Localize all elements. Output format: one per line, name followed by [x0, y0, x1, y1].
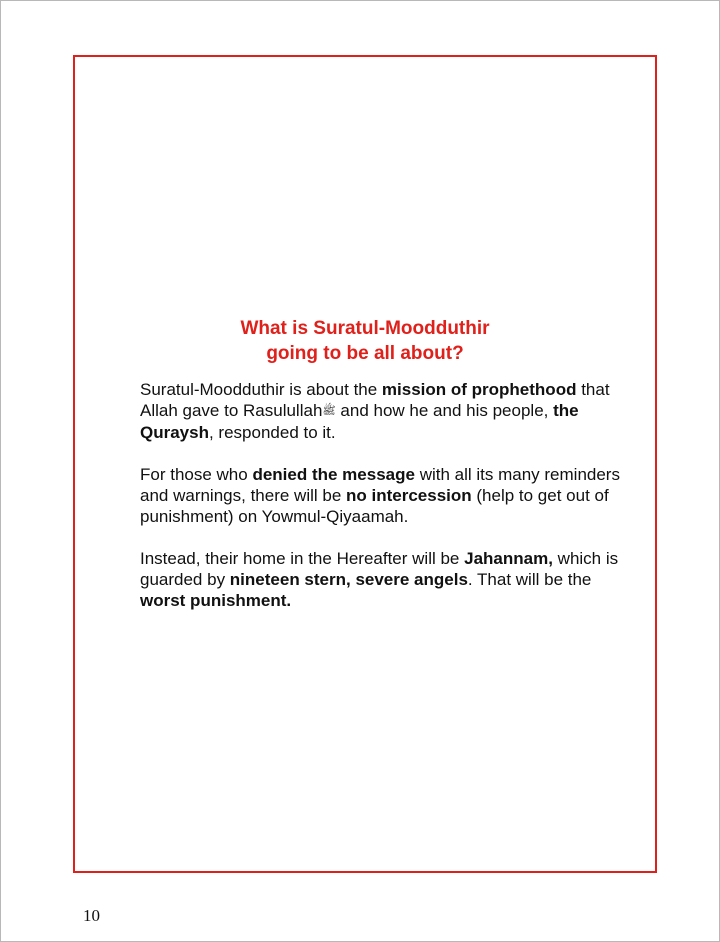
text-segment: which is guarded by [140, 549, 619, 589]
text-segment: , responded to it. [208, 423, 336, 442]
text-segment: and how he and his people, [335, 401, 554, 420]
bold-phrase: denied the message [252, 465, 415, 484]
text-segment: with all its many reminders and warnings, there will be [140, 465, 620, 505]
bold-phrase: no intercession [346, 486, 472, 505]
paragraph-2 [140, 464, 640, 527]
text-segment: that Allah gave to Rasulullah [140, 380, 610, 420]
text-segment: Suratul-Moodduthir is about the [140, 380, 382, 399]
text-segment: (help to get out of punishment) on Yowmul-Qiyaamah. [140, 486, 609, 526]
bold-phrase: Jahannam, [464, 549, 553, 568]
text-segment: For those who [140, 465, 253, 484]
heading-line-2: going to be all about? [266, 343, 464, 364]
body-text [140, 379, 640, 632]
bold-phrase: the Quraysh [140, 401, 579, 442]
text-segment: Instead, their home in the Hereafter will be [140, 549, 465, 568]
page-number: 10 [83, 906, 100, 925]
red-border-frame [73, 55, 657, 873]
pbuh-glyph: ﷺ [322, 405, 336, 417]
page-heading [75, 316, 655, 366]
paragraph-1 [140, 379, 640, 443]
paragraph-3 [140, 548, 640, 611]
bold-phrase: nineteen stern, severe angels [229, 570, 468, 589]
text-segment: . That will be the [467, 570, 592, 589]
bold-phrase: worst punishment. [140, 591, 292, 610]
heading-line-1: What is Suratul-Moodduthir [240, 318, 490, 339]
bold-phrase: mission of prophethood [381, 380, 577, 399]
